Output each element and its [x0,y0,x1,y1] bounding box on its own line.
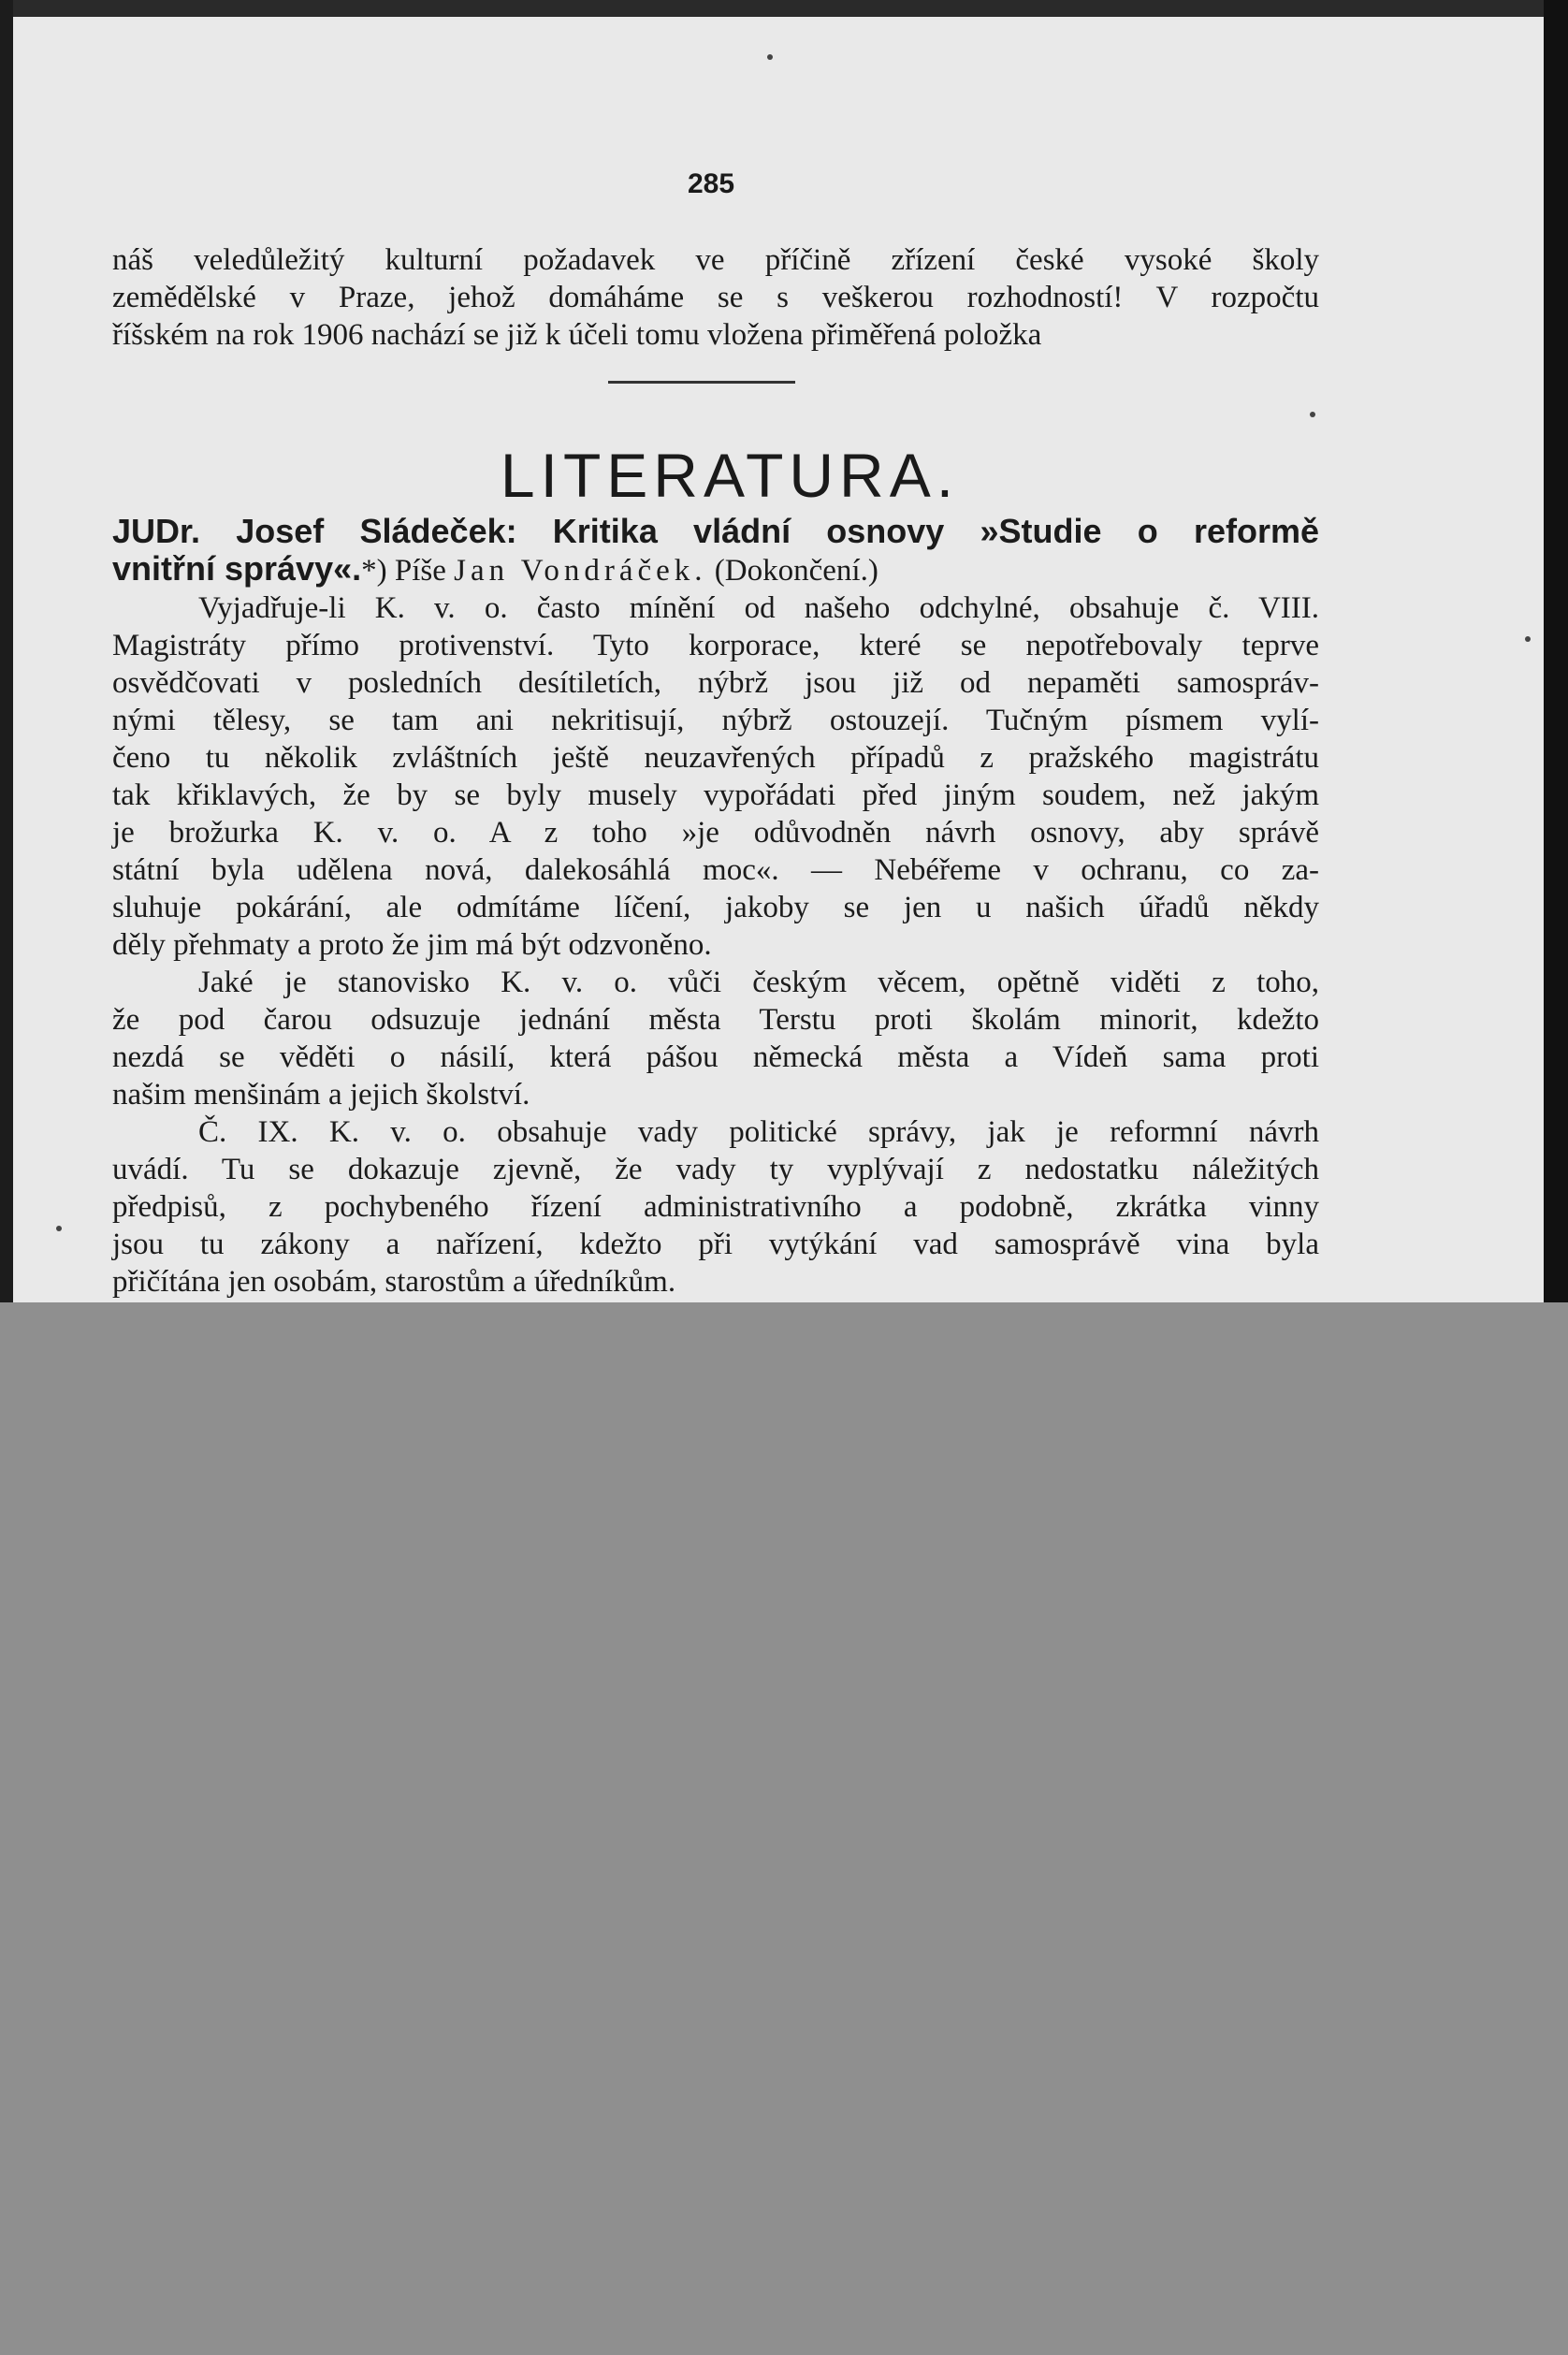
article-body [112,513,1319,1301]
paragraph [112,589,1319,964]
text-line: uvádí. Tu se dokazuje zjevně, že vady ty vyplývají z nedostatku náležitých [112,1153,1319,1186]
page-number: 285 [687,168,735,199]
scan-speck [767,54,773,60]
text-line: tak křiklavých, že by se byly musely vypořádati před jiným soudem, než jakým [112,778,1319,812]
text-line: zemědělské v Praze, jehož domáháme se s veškerou rozhodností! V rozpočtu [112,281,1319,314]
scan-speck [1525,636,1531,642]
article-byline-prefix: *) Píše [361,554,446,588]
text-line: je brožurka K. v. o. A z toho »je odůvodněn návrh osnovy, aby správě [112,816,1319,850]
text-line: říšském na rok 1906 nachází se již k účeli tomu vložena přiměřená položka [112,318,1042,352]
top-paragraph [112,241,1319,354]
article-title: JUDr. Josef Sládeček: Kritika vládní osnovy »Studie o reformě [112,512,1319,550]
scan-edge-top [0,0,1568,17]
text-line: náš veledůležitý kulturní požadavek ve příčině zřízení české vysoké školy [112,243,1319,277]
text-line: našim menšinám a jejich školství. [112,1078,530,1112]
text-line: Č. IX. K. v. o. obsahuje vady politické správy, jak je reformní návrh [198,1115,1319,1149]
scan-edge-left [0,0,13,1310]
blank-lower-area [0,1302,1568,2355]
text-line: nezdá se věděti o násilí, která pášou německá města a Vídeň sama proti [112,1040,1319,1074]
text-line: čeno tu několik zvláštních ještě neuzavřených případů z pražského magistrátu [112,741,1319,775]
article-status: (Dokončení.) [714,554,878,588]
divider-rule [608,381,795,384]
text-line: přičítána jen osobám, starostům a úředníkům. [112,1265,676,1299]
text-line: osvědčovati v posledních desítiletích, nýbrž jsou již od nepaměti samospráv- [112,666,1319,700]
text-line: státní byla udělena nová, dalekosáhlá moc«. — Nebéřeme v ochranu, co za- [112,853,1319,887]
text-line: nými tělesy, se tam ani nekritisují, nýbrž ostouzejí. Tučným písmem vylí- [112,704,1319,737]
article-title-line2 [112,550,1319,589]
paragraph [112,1113,1319,1301]
text-line: Jaké je stanovisko K. v. o. vůči českým věcem, opětně viděti z toho, [198,966,1319,999]
article-title-bold: vnitřní správy«. [112,549,362,588]
scan-speck [56,1226,62,1231]
text-line: Vyjadřuje-li K. v. o. často mínění od našeho odchylné, obsahuje č. VIII. [198,591,1319,625]
section-heading: LITERATURA. [500,441,960,510]
text-line: sluhuje pokárání, ale odmítáme líčení, jakoby se jen u našich úřadů někdy [112,891,1319,924]
scan-speck [1310,412,1315,417]
article-author: Jan Vondráček. [454,554,707,588]
text-line: že pod čarou odsuzuje jednání města Terstu proti školám minorit, kdežto [112,1003,1319,1037]
text-line: jsou tu zákony a nařízení, kdežto při vytýkání vad samosprávě vina byla [112,1228,1319,1261]
text-line: děly přehmaty a proto že jim má být odzvoněno. [112,928,712,962]
paragraph [112,964,1319,1113]
scan-edge-right [1544,0,1568,1310]
text-line: Magistráty přímo protivenství. Tyto korporace, které se nepotřebovaly teprve [112,629,1319,662]
text-line: předpisů, z pochybeného řízení administrativního a podobně, zkrátka vinny [112,1190,1319,1224]
